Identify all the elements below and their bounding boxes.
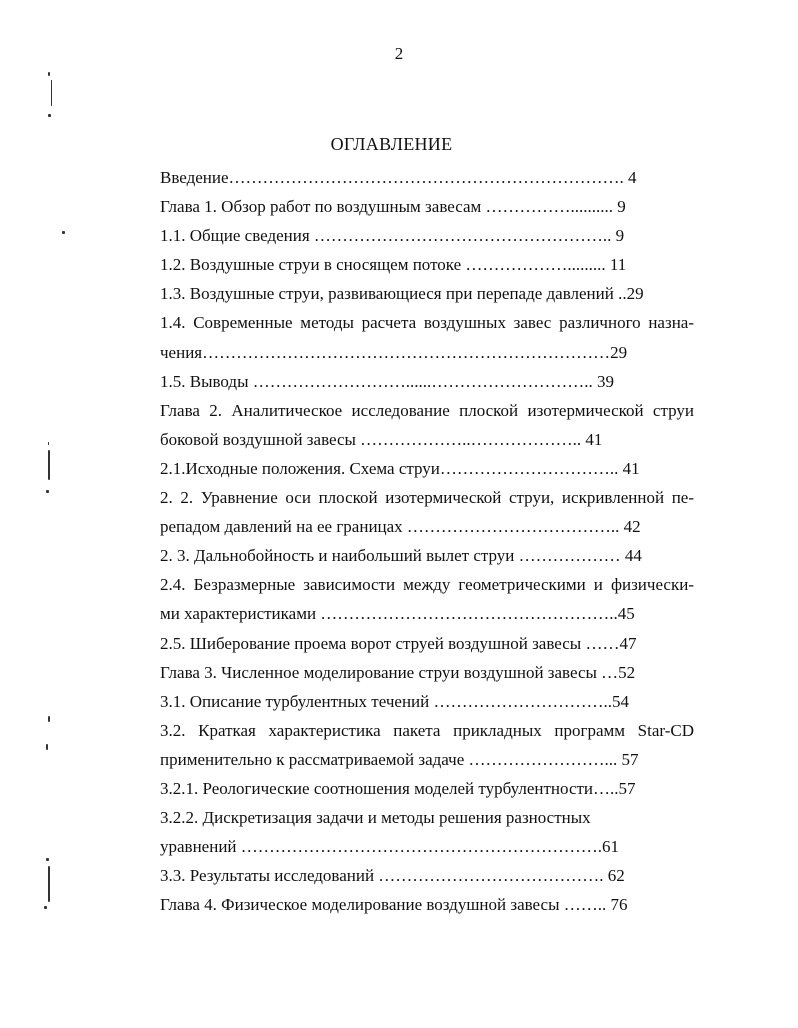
scan-artifact-mark — [44, 906, 47, 909]
toc-line-3-2-1[interactable]: 3.2.1. Реологические соотношения моделей турбулентности…..57 — [160, 778, 636, 798]
toc-line-chapter-3[interactable]: Глава 3. Численное моделирование струи воздушной завесы …52 — [160, 662, 636, 682]
scan-artifact-mark — [46, 858, 49, 861]
toc-line-2-5[interactable]: 2.5. Шиберование проема ворот струей воздушной завесы ……47 — [160, 633, 637, 653]
toc-line-2-1[interactable]: 2.1.Исходные положения. Схема струи………………………….. 41 — [160, 458, 640, 478]
scan-artifact-mark — [48, 72, 50, 76]
toc-line-chapter-2-cont[interactable]: боковой воздушной завесы ………………..……………….. 41 — [160, 429, 603, 449]
toc-line-3-2-2-cont[interactable]: уравнений ……………………………………………………….61 — [160, 837, 620, 857]
toc-line-introduction[interactable]: Введение……………………………………………………………. 4 — [160, 168, 637, 187]
toc-title: ОГЛАВЛЕНИЕ — [330, 134, 453, 154]
toc-line-1-1[interactable]: 1.1. Общие сведения …………………………………………….. 9 — [160, 226, 625, 246]
toc-line-2-4-cont[interactable]: ми характеристиками ……………………………………………..45 — [160, 604, 635, 624]
table-of-contents — [160, 163, 694, 919]
toc-line-2-4[interactable]: 2.4. Безразмерные зависимости между геометрическими и физически- — [160, 575, 694, 595]
scan-artifact-mark — [46, 744, 48, 750]
toc-line-1-4[interactable]: 1.4. Современные методы расчета воздушных завес различного назна- — [160, 313, 694, 333]
toc-line-chapter-1[interactable]: Глава 1. Обзор работ по воздушным завесам …………….......... 9 — [160, 197, 626, 217]
scan-artifact-mark — [48, 450, 50, 480]
toc-line-3-2-2[interactable]: 3.2.2. Дискретизация задачи и методы решения разностных — [160, 808, 591, 828]
page-number: 2 — [394, 44, 404, 63]
toc-line-2-2[interactable]: 2. 2. Уравнение оси плоской изотермической струи, искривленной пе- — [160, 488, 694, 508]
scan-artifact-mark — [62, 231, 65, 234]
toc-line-3-2-cont[interactable]: применительно к рассматриваемой задаче ……………………... 57 — [160, 749, 639, 769]
toc-line-1-2[interactable]: 1.2. Воздушные струи в сносящем потоке ………………......... 11 — [160, 255, 627, 275]
toc-line-chapter-2[interactable]: Глава 2. Аналитическое исследование плоской изотермической струи — [160, 400, 694, 420]
toc-line-2-3[interactable]: 2. 3. Дальнобойность и наибольший вылет струи ……………… 44 — [160, 546, 642, 566]
toc-line-1-5[interactable]: 1.5. Выводы ………………………......……………………….. 39 — [160, 371, 615, 391]
scan-artifact-mark — [51, 80, 52, 106]
toc-line-3-1[interactable]: 3.1. Описание турбулентных течений …………………………..54 — [160, 691, 629, 711]
scan-artifact-mark — [48, 866, 50, 902]
scan-artifact-mark — [48, 114, 51, 117]
scan-artifact-mark — [48, 442, 49, 445]
toc-line-3-3[interactable]: 3.3. Результаты исследований …………………………………. 62 — [160, 866, 625, 886]
toc-line-chapter-4[interactable]: Глава 4. Физическое моделирование воздушной завесы …….. 76 — [160, 895, 628, 915]
scan-artifact-mark — [48, 716, 50, 722]
toc-line-2-2-cont[interactable]: репадом давлений на ее границах ……………………………….. 42 — [160, 517, 641, 537]
toc-line-1-4-cont[interactable]: чения………………………………………………………………29 — [160, 342, 628, 362]
scan-artifact-mark — [46, 490, 49, 493]
toc-line-3-2[interactable]: 3.2. Краткая характеристика пакета прикладных программ Star-CD — [160, 720, 694, 740]
toc-line-1-3[interactable]: 1.3. Воздушные струи, развивающиеся при перепаде давлений ..29 — [160, 284, 644, 304]
